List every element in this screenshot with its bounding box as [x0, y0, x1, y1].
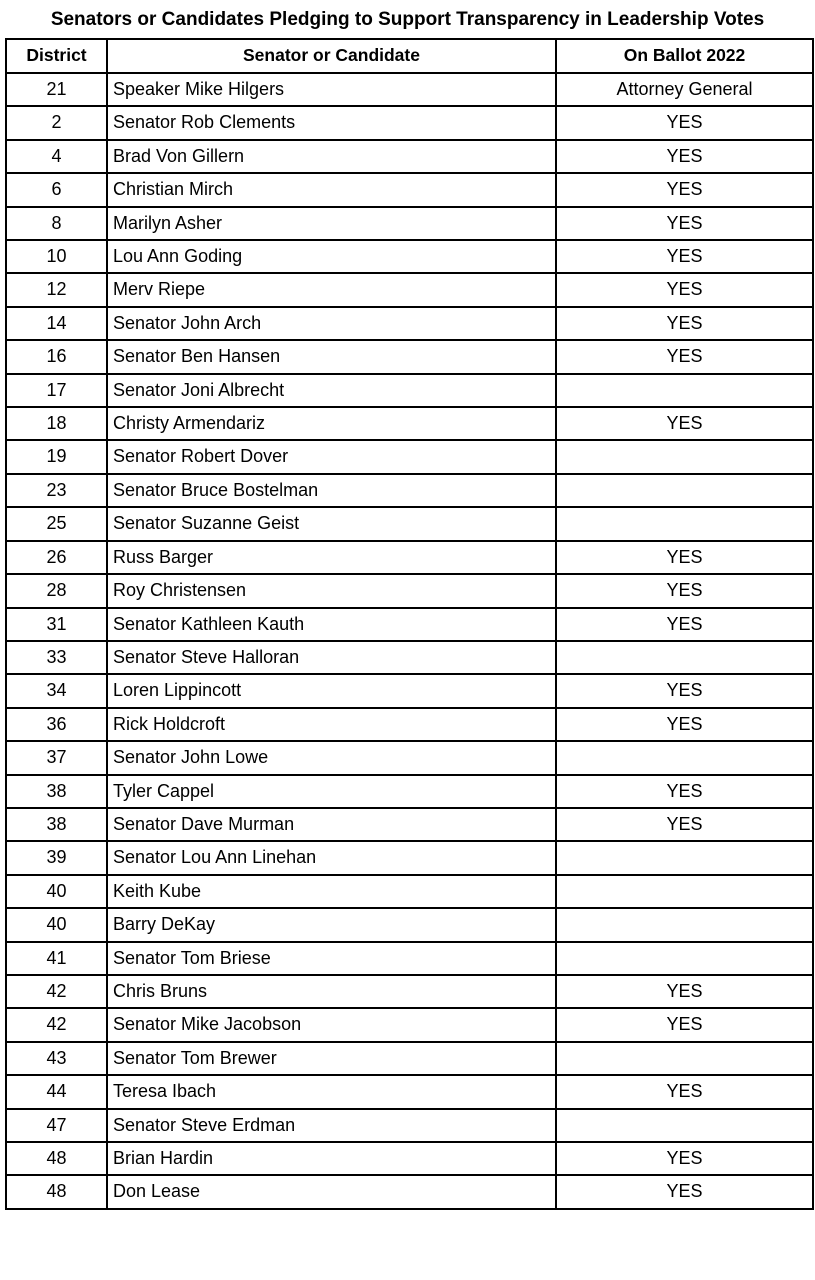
ballot-cell: YES: [556, 808, 813, 841]
name-cell: Merv Riepe: [107, 273, 556, 306]
ballot-cell: YES: [556, 708, 813, 741]
district-cell: 12: [6, 273, 107, 306]
table-row: [6, 975, 813, 1008]
ballot-cell: [556, 374, 813, 407]
ballot-cell: YES: [556, 608, 813, 641]
name-cell: Roy Christensen: [107, 574, 556, 607]
name-cell: Senator John Arch: [107, 307, 556, 340]
name-cell: Senator John Lowe: [107, 741, 556, 774]
ballot-cell: [556, 507, 813, 540]
column-header-district: District: [6, 39, 107, 73]
district-cell: 2: [6, 106, 107, 139]
column-header-ballot: On Ballot 2022: [556, 39, 813, 73]
table-row: [6, 106, 813, 139]
table-row: [6, 307, 813, 340]
column-header-name: Senator or Candidate: [107, 39, 556, 73]
ballot-cell: YES: [556, 106, 813, 139]
district-cell: 36: [6, 708, 107, 741]
district-cell: 42: [6, 1008, 107, 1041]
name-cell: Brian Hardin: [107, 1142, 556, 1175]
ballot-cell: YES: [556, 674, 813, 707]
name-cell: Tyler Cappel: [107, 775, 556, 808]
table-row: [6, 173, 813, 206]
name-cell: Lou Ann Goding: [107, 240, 556, 273]
ballot-cell: YES: [556, 407, 813, 440]
table-row: [6, 942, 813, 975]
name-cell: Senator Dave Murman: [107, 808, 556, 841]
name-cell: Rick Holdcroft: [107, 708, 556, 741]
district-cell: 23: [6, 474, 107, 507]
table-row: [6, 340, 813, 373]
name-cell: Senator Lou Ann Linehan: [107, 841, 556, 874]
ballot-cell: [556, 474, 813, 507]
table-row: [6, 674, 813, 707]
name-cell: Senator Suzanne Geist: [107, 507, 556, 540]
ballot-cell: YES: [556, 574, 813, 607]
name-cell: Senator Robert Dover: [107, 440, 556, 473]
table-row: [6, 207, 813, 240]
table-row: [6, 641, 813, 674]
district-cell: 4: [6, 140, 107, 173]
table-row: [6, 708, 813, 741]
ballot-cell: YES: [556, 1075, 813, 1108]
name-cell: Senator Kathleen Kauth: [107, 608, 556, 641]
page-title: Senators or Candidates Pledging to Support Transparency in Leadership Votes: [50, 9, 765, 30]
name-cell: Senator Bruce Bostelman: [107, 474, 556, 507]
table-row: [6, 741, 813, 774]
district-cell: 25: [6, 507, 107, 540]
table-row: [6, 775, 813, 808]
table-row: [6, 407, 813, 440]
name-cell: Senator Ben Hansen: [107, 340, 556, 373]
table-row: [6, 1008, 813, 1041]
name-cell: Barry DeKay: [107, 908, 556, 941]
name-cell: Loren Lippincott: [107, 674, 556, 707]
name-cell: Don Lease: [107, 1175, 556, 1208]
name-cell: Chris Bruns: [107, 975, 556, 1008]
ballot-cell: YES: [556, 307, 813, 340]
district-cell: 41: [6, 942, 107, 975]
district-cell: 33: [6, 641, 107, 674]
table-body: [6, 73, 813, 1209]
district-cell: 16: [6, 340, 107, 373]
district-cell: 38: [6, 775, 107, 808]
senator-pledge-table: [5, 38, 814, 1210]
ballot-cell: YES: [556, 240, 813, 273]
table-row: [6, 808, 813, 841]
ballot-cell: [556, 741, 813, 774]
district-cell: 47: [6, 1109, 107, 1142]
table-row: [6, 240, 813, 273]
name-cell: Teresa Ibach: [107, 1075, 556, 1108]
table-row: [6, 273, 813, 306]
table-row: [6, 1175, 813, 1208]
ballot-cell: [556, 908, 813, 941]
ballot-cell: YES: [556, 273, 813, 306]
table-row: [6, 374, 813, 407]
ballot-cell: YES: [556, 975, 813, 1008]
name-cell: Brad Von Gillern: [107, 140, 556, 173]
ballot-cell: YES: [556, 1142, 813, 1175]
ballot-cell: YES: [556, 340, 813, 373]
name-cell: Senator Rob Clements: [107, 106, 556, 139]
district-cell: 40: [6, 875, 107, 908]
district-cell: 48: [6, 1175, 107, 1208]
ballot-cell: YES: [556, 207, 813, 240]
district-cell: 8: [6, 207, 107, 240]
table-row: [6, 608, 813, 641]
district-cell: 48: [6, 1142, 107, 1175]
district-cell: 44: [6, 1075, 107, 1108]
ballot-cell: YES: [556, 140, 813, 173]
ballot-cell: [556, 841, 813, 874]
table-row: [6, 1042, 813, 1075]
table-row: [6, 574, 813, 607]
table-row: [6, 875, 813, 908]
name-cell: Senator Joni Albrecht: [107, 374, 556, 407]
ballot-cell: [556, 942, 813, 975]
ballot-cell: [556, 440, 813, 473]
district-cell: 21: [6, 73, 107, 106]
table-row: [6, 1075, 813, 1108]
name-cell: Marilyn Asher: [107, 207, 556, 240]
name-cell: Russ Barger: [107, 541, 556, 574]
name-cell: Senator Steve Halloran: [107, 641, 556, 674]
name-cell: Senator Mike Jacobson: [107, 1008, 556, 1041]
table-row: [6, 507, 813, 540]
ballot-cell: [556, 641, 813, 674]
ballot-cell: YES: [556, 1175, 813, 1208]
table-row: [6, 73, 813, 106]
name-cell: Senator Tom Brewer: [107, 1042, 556, 1075]
table-row: [6, 1142, 813, 1175]
district-cell: 14: [6, 307, 107, 340]
district-cell: 34: [6, 674, 107, 707]
table-row: [6, 908, 813, 941]
name-cell: Keith Kube: [107, 875, 556, 908]
district-cell: 28: [6, 574, 107, 607]
name-cell: Senator Tom Briese: [107, 942, 556, 975]
district-cell: 10: [6, 240, 107, 273]
table-row: [6, 1109, 813, 1142]
district-cell: 19: [6, 440, 107, 473]
ballot-cell: YES: [556, 1008, 813, 1041]
district-cell: 31: [6, 608, 107, 641]
district-cell: 39: [6, 841, 107, 874]
name-cell: Senator Steve Erdman: [107, 1109, 556, 1142]
ballot-cell: [556, 1042, 813, 1075]
district-cell: 6: [6, 173, 107, 206]
name-cell: Christy Armendariz: [107, 407, 556, 440]
district-cell: 40: [6, 908, 107, 941]
district-cell: 17: [6, 374, 107, 407]
table-row: [6, 440, 813, 473]
ballot-cell: YES: [556, 541, 813, 574]
table-header-row: [6, 39, 813, 73]
district-cell: 37: [6, 741, 107, 774]
district-cell: 26: [6, 541, 107, 574]
ballot-cell: YES: [556, 775, 813, 808]
district-cell: 38: [6, 808, 107, 841]
district-cell: 42: [6, 975, 107, 1008]
ballot-cell: YES: [556, 173, 813, 206]
name-cell: Christian Mirch: [107, 173, 556, 206]
table-row: [6, 140, 813, 173]
ballot-cell: [556, 875, 813, 908]
ballot-cell: Attorney General: [556, 73, 813, 106]
table-row: [6, 541, 813, 574]
ballot-cell: [556, 1109, 813, 1142]
district-cell: 18: [6, 407, 107, 440]
district-cell: 43: [6, 1042, 107, 1075]
name-cell: Speaker Mike Hilgers: [107, 73, 556, 106]
table-row: [6, 474, 813, 507]
table-row: [6, 841, 813, 874]
